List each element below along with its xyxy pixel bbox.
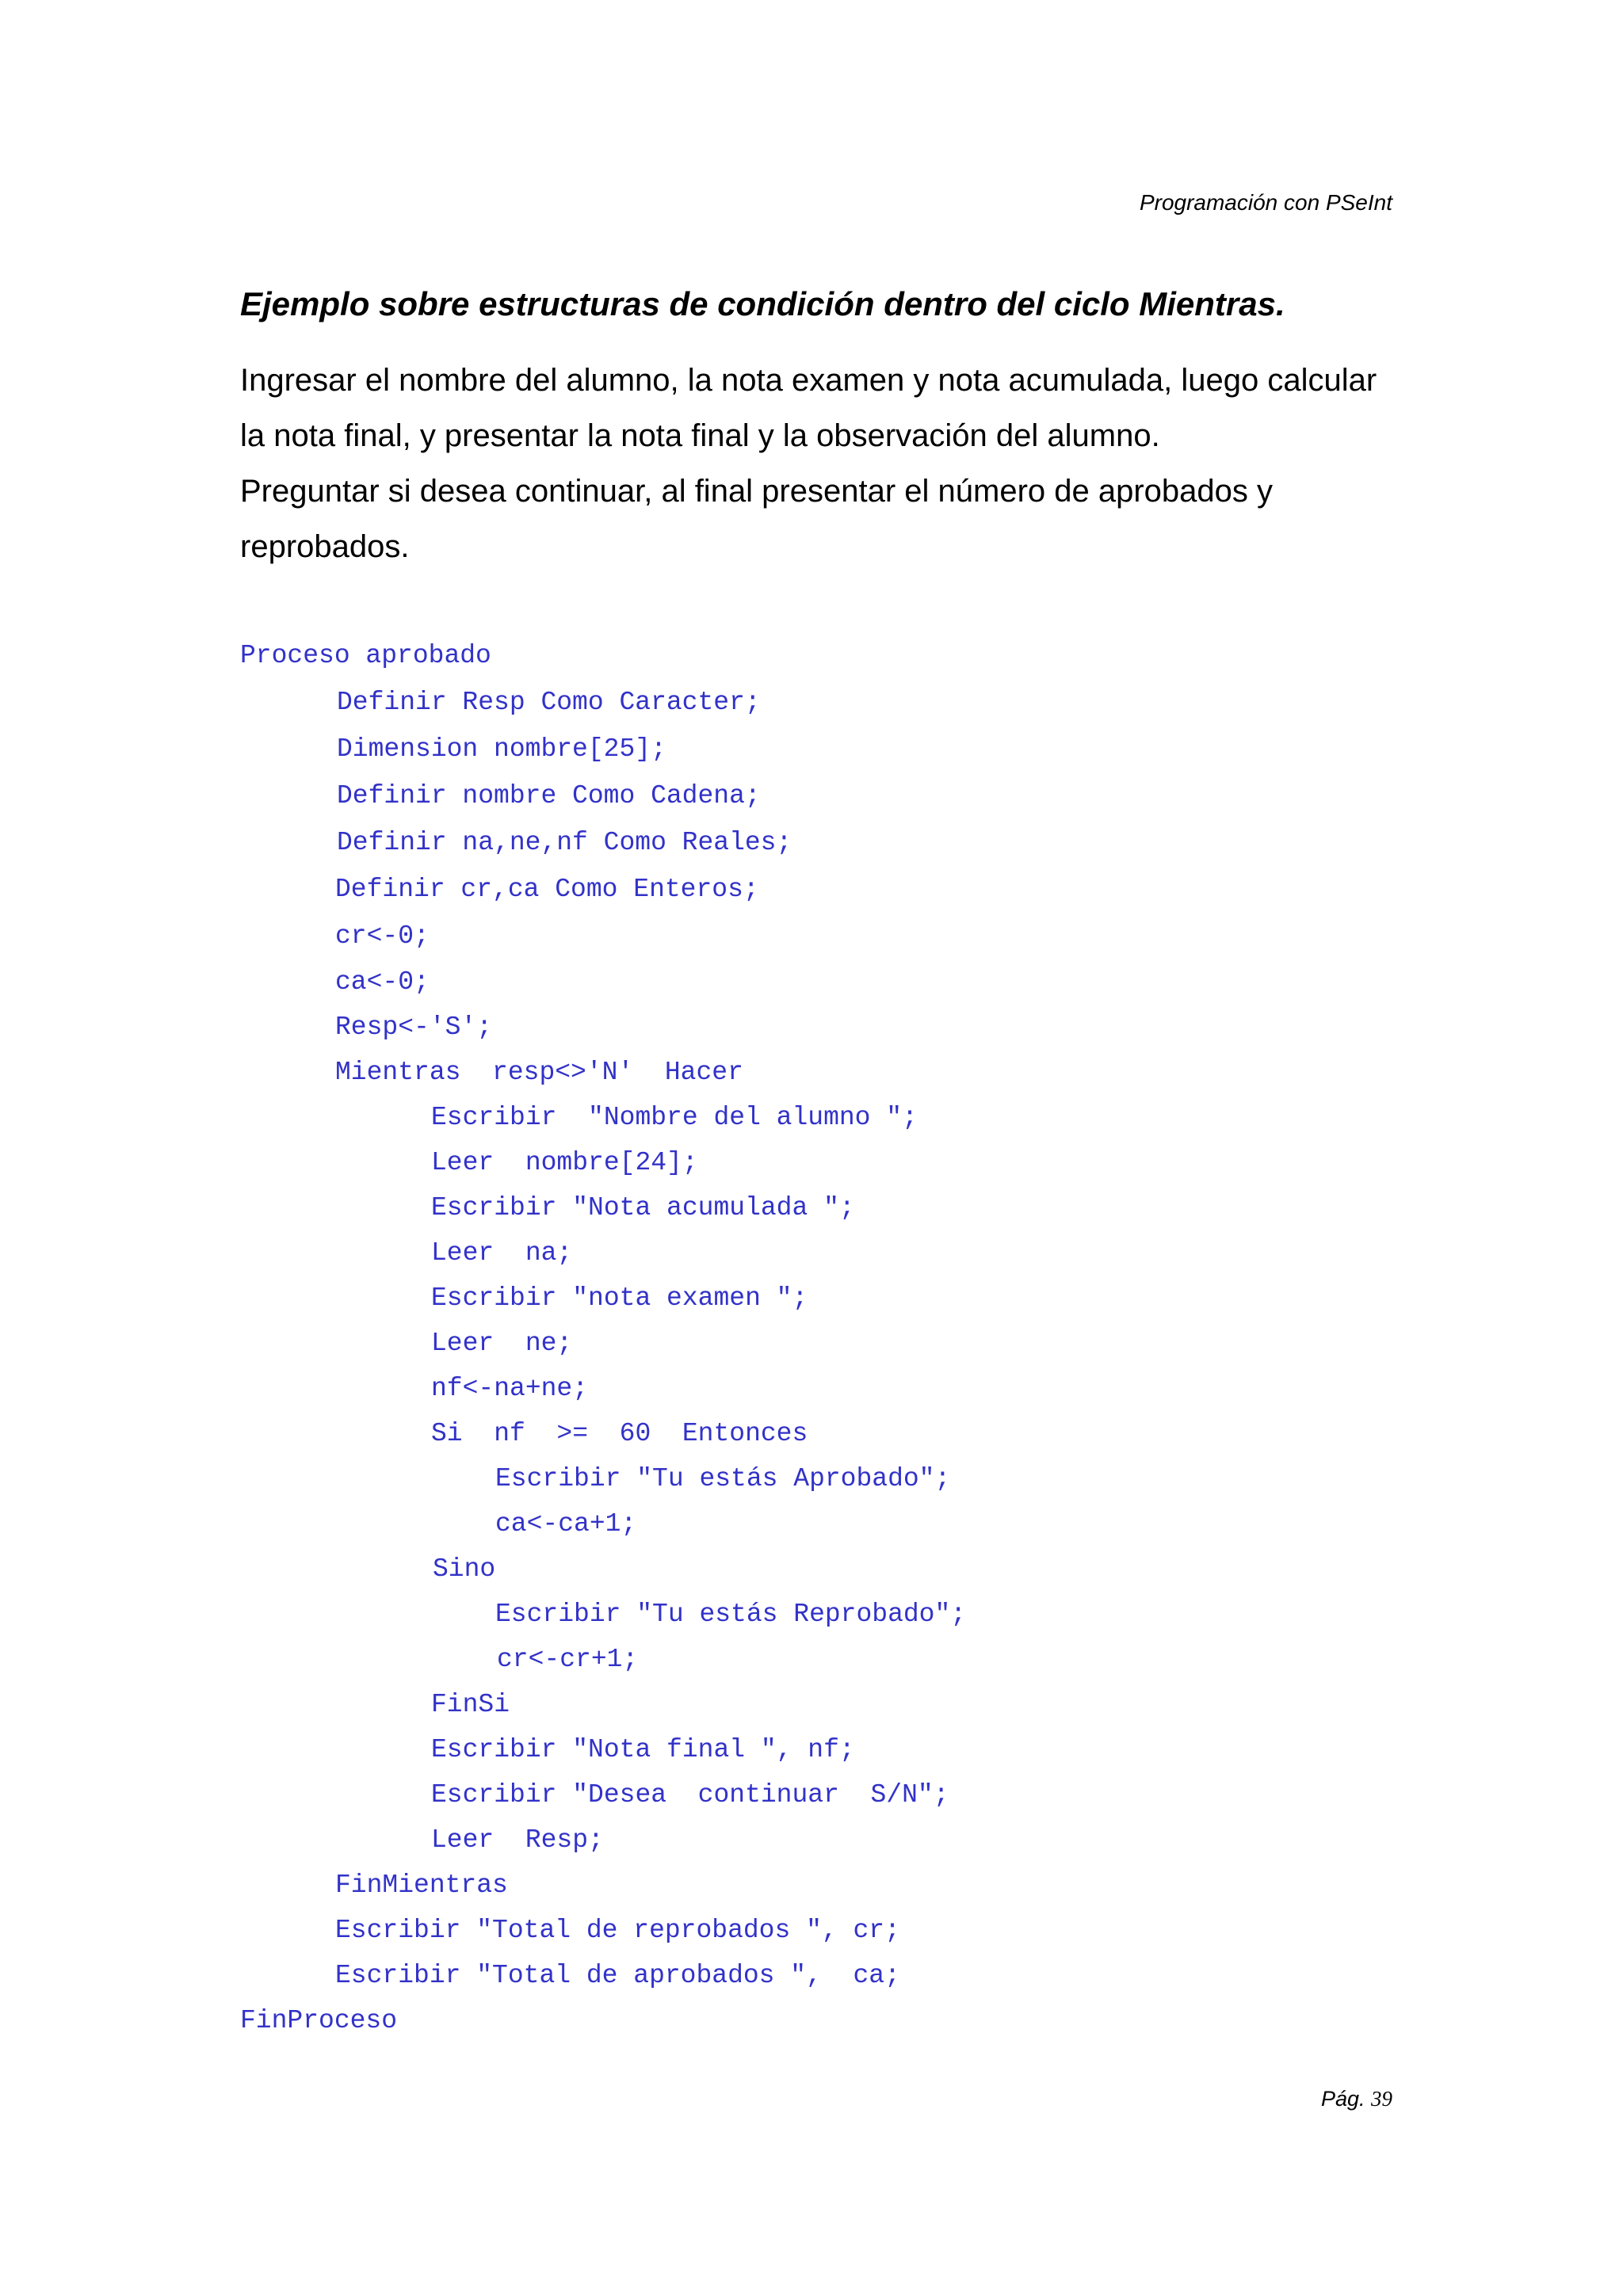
code-line: Escribir "Desea continuar S/N";: [431, 1780, 949, 1810]
page-header: Programación con PSeInt: [1139, 190, 1392, 215]
code-line: cr<-0;: [335, 921, 430, 951]
code-line: nf<-na+ne;: [431, 1374, 589, 1403]
paragraph-line: reprobados.: [240, 529, 410, 564]
paragraph-line: la nota final, y presentar la nota final y la observación del alumno.: [240, 418, 1160, 453]
code-line: cr<-cr+1;: [497, 1645, 639, 1674]
code-line: Dimension nombre[25];: [337, 734, 666, 764]
code-line: Escribir "Nota acumulada ";: [431, 1193, 855, 1222]
code-line: Escribir "Total de aprobados ", ca;: [335, 1961, 900, 1990]
page-number: 39: [1371, 2087, 1392, 2111]
code-line: Definir nombre Como Cadena;: [337, 781, 761, 810]
section-heading: Ejemplo sobre estructuras de condición dentro del ciclo Mientras.: [240, 285, 1285, 322]
code-line: FinProceso: [240, 2006, 398, 2035]
code-line: Escribir "Total de reprobados ", cr;: [335, 1916, 900, 1945]
page-footer: [1321, 2087, 1392, 2111]
code-line: Leer na;: [431, 1238, 573, 1268]
paragraph-line: Preguntar si desea continuar, al final presentar el número de aprobados y: [240, 474, 1274, 509]
code-line: ca<-ca+1;: [495, 1509, 637, 1539]
code-line: Leer nombre[24];: [431, 1148, 698, 1177]
paragraph-line: Ingresar el nombre del alumno, la nota examen y nota acumulada, luego calcular: [240, 363, 1377, 398]
code-line: Proceso aprobado: [240, 641, 491, 670]
code-line: Definir cr,ca Como Enteros;: [335, 875, 759, 904]
code-line: Mientras resp<>'N' Hacer: [335, 1058, 743, 1087]
code-line: FinSi: [431, 1690, 510, 1719]
code-line: Definir na,ne,nf Como Reales;: [337, 828, 792, 857]
code-line: Escribir "Tu estás Aprobado";: [495, 1464, 951, 1493]
code-line: Definir Resp Como Caracter;: [337, 688, 761, 717]
code-line: Sino: [433, 1554, 496, 1584]
code-line: Resp<-'S';: [335, 1013, 493, 1042]
page-label: Pág.: [1320, 2087, 1365, 2111]
code-line: FinMientras: [335, 1871, 508, 1900]
code-line: Leer ne;: [431, 1329, 573, 1358]
code-line: Si nf >= 60 Entonces: [431, 1419, 808, 1448]
code-line: Escribir "Tu estás Reprobado";: [495, 1600, 967, 1629]
code-line: Escribir "Nota final ", nf;: [431, 1735, 855, 1764]
code-line: Escribir "Nombre del alumno ";: [431, 1103, 918, 1132]
code-line: Leer Resp;: [431, 1825, 604, 1855]
code-line: Escribir "nota examen ";: [431, 1283, 808, 1313]
code-line: ca<-0;: [335, 967, 430, 997]
